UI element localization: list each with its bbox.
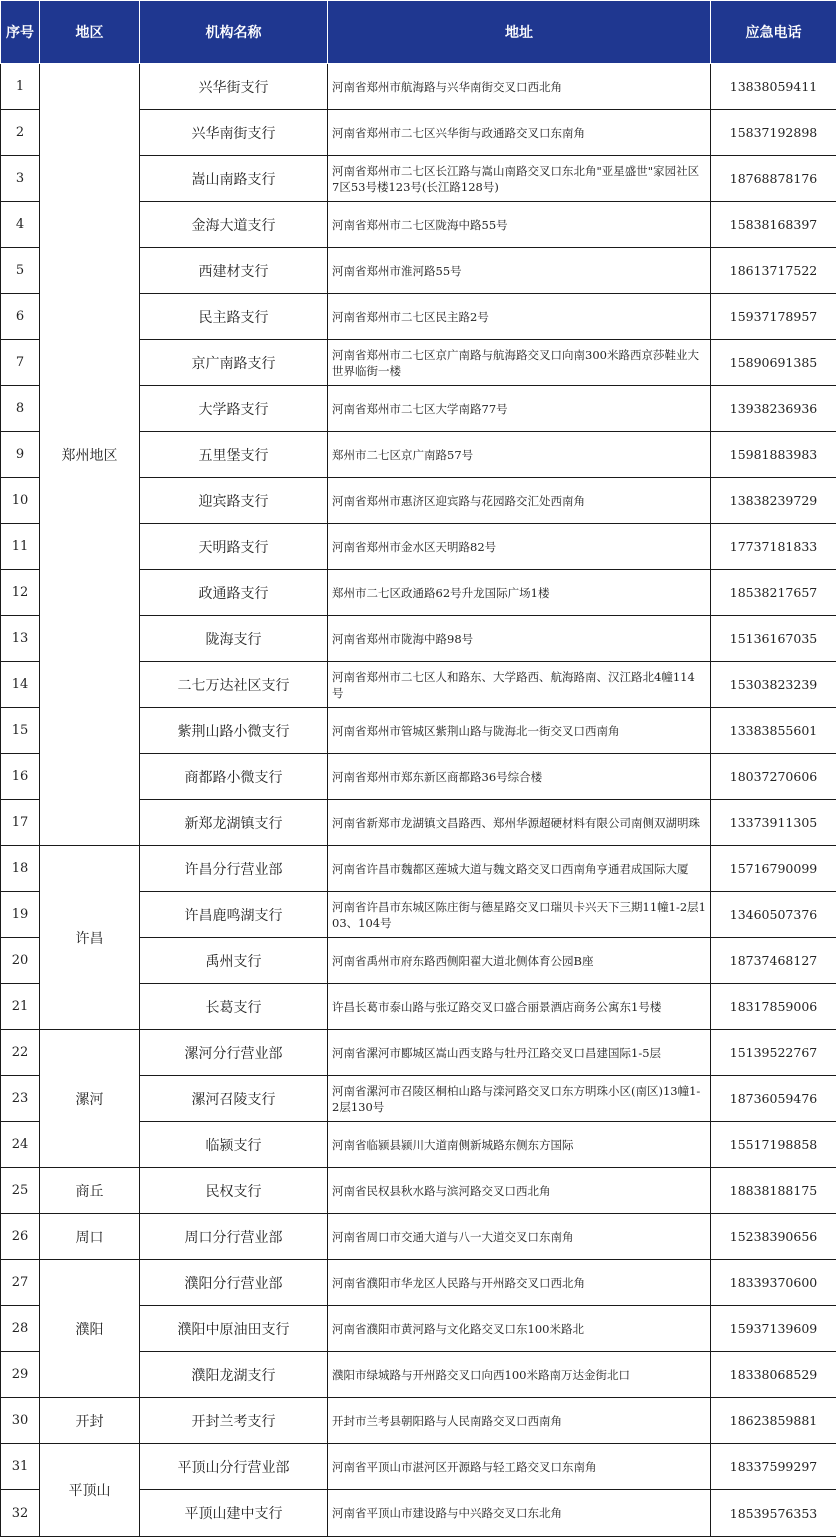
branch-address: 开封市兰考县朝阳路与人民南路交叉口西南角 [328, 1398, 711, 1444]
branch-name: 平顶山建中支行 [140, 1490, 328, 1537]
branch-address: 河南省平顶山市湛河区开源路与轻工路交叉口东南角 [328, 1444, 711, 1490]
branch-name: 紫荆山路小微支行 [140, 708, 328, 754]
branch-name: 西建材支行 [140, 248, 328, 294]
emergency-phone: 13838059411 [711, 64, 836, 110]
emergency-phone: 15890691385 [711, 340, 836, 386]
branch-address: 河南省许昌市东城区陈庄街与德星路交叉口瑞贝卡兴天下三期11幢1-2层103、104号 [328, 892, 711, 938]
table-body [1, 64, 836, 1537]
branch-name: 兴华南街支行 [140, 110, 328, 156]
branch-name: 民主路支行 [140, 294, 328, 340]
emergency-phone: 18538217657 [711, 570, 836, 616]
header-phone: 应急电话 [711, 1, 836, 64]
emergency-phone: 18317859006 [711, 984, 836, 1030]
row-seq: 27 [1, 1260, 40, 1306]
emergency-phone: 17737181833 [711, 524, 836, 570]
branch-address: 河南省郑州市管城区紫荆山路与陇海北一街交叉口西南角 [328, 708, 711, 754]
branch-address: 河南省郑州市二七区大学南路77号 [328, 386, 711, 432]
row-seq: 15 [1, 708, 40, 754]
emergency-phone: 13838239729 [711, 478, 836, 524]
branch-address: 河南省郑州市惠济区迎宾路与花园路交汇处西南角 [328, 478, 711, 524]
branch-address: 河南省郑州市淮河路55号 [328, 248, 711, 294]
branch-address: 河南省郑州市二七区陇海中路55号 [328, 202, 711, 248]
row-seq: 23 [1, 1076, 40, 1122]
branch-name: 兴华街支行 [140, 64, 328, 110]
region-cell: 郑州地区 [40, 64, 140, 846]
row-seq: 20 [1, 938, 40, 984]
row-seq: 17 [1, 800, 40, 846]
branch-address: 河南省临颍县颍川大道南侧新城路东侧东方国际 [328, 1122, 711, 1168]
branch-name: 漯河分行营业部 [140, 1030, 328, 1076]
row-seq: 8 [1, 386, 40, 432]
row-seq: 22 [1, 1030, 40, 1076]
table-row [1, 846, 836, 892]
header-row [1, 1, 836, 64]
region-cell: 周口 [40, 1214, 140, 1260]
emergency-phone: 13460507376 [711, 892, 836, 938]
branch-address: 郑州市二七区政通路62号升龙国际广场1楼 [328, 570, 711, 616]
row-seq: 4 [1, 202, 40, 248]
row-seq: 32 [1, 1490, 40, 1537]
branch-name: 禹州支行 [140, 938, 328, 984]
row-seq: 31 [1, 1444, 40, 1490]
row-seq: 25 [1, 1168, 40, 1214]
branch-address: 河南省郑州市航海路与兴华南街交叉口西北角 [328, 64, 711, 110]
row-seq: 30 [1, 1398, 40, 1444]
table-row [1, 1030, 836, 1076]
branch-name: 迎宾路支行 [140, 478, 328, 524]
region-cell: 许昌 [40, 846, 140, 1030]
table-row [1, 1260, 836, 1306]
emergency-phone: 18768878176 [711, 156, 836, 202]
emergency-phone: 18737468127 [711, 938, 836, 984]
branch-name: 五里堡支行 [140, 432, 328, 478]
row-seq: 21 [1, 984, 40, 1030]
table-row [1, 1214, 836, 1260]
emergency-phone: 18338068529 [711, 1352, 836, 1398]
emergency-phone: 18736059476 [711, 1076, 836, 1122]
emergency-phone: 15136167035 [711, 616, 836, 662]
branch-name: 京广南路支行 [140, 340, 328, 386]
branch-address: 河南省郑州市二七区兴华街与政通路交叉口东南角 [328, 110, 711, 156]
branch-name: 濮阳中原油田支行 [140, 1306, 328, 1352]
emergency-phone: 15303823239 [711, 662, 836, 708]
emergency-phone: 15937178957 [711, 294, 836, 340]
row-seq: 13 [1, 616, 40, 662]
branch-address: 郑州市二七区京广南路57号 [328, 432, 711, 478]
row-seq: 14 [1, 662, 40, 708]
branch-name: 濮阳分行营业部 [140, 1260, 328, 1306]
branch-address: 濮阳市绿城路与开州路交叉口向西100米路南万达金街北口 [328, 1352, 711, 1398]
row-seq: 9 [1, 432, 40, 478]
region-cell: 濮阳 [40, 1260, 140, 1398]
branch-address: 河南省濮阳市黄河路与文化路交叉口东100米路北 [328, 1306, 711, 1352]
emergency-phone: 18838188175 [711, 1168, 836, 1214]
branch-address: 河南省郑州市陇海中路98号 [328, 616, 711, 662]
region-cell: 平顶山 [40, 1444, 140, 1537]
branch-address: 河南省漯河市召陵区桐柏山路与滦河路交叉口东方明珠小区(南区)13幢1-2层130号 [328, 1076, 711, 1122]
branch-name: 濮阳龙湖支行 [140, 1352, 328, 1398]
region-cell: 商丘 [40, 1168, 140, 1214]
row-seq: 18 [1, 846, 40, 892]
branch-name: 二七万达社区支行 [140, 662, 328, 708]
emergency-phone: 13373911305 [711, 800, 836, 846]
branch-name: 嵩山南路支行 [140, 156, 328, 202]
branch-address: 河南省漯河市郾城区嵩山西支路与牡丹江路交叉口昌建国际1-5层 [328, 1030, 711, 1076]
region-cell: 开封 [40, 1398, 140, 1444]
row-seq: 10 [1, 478, 40, 524]
row-seq: 7 [1, 340, 40, 386]
branch-address: 河南省濮阳市华龙区人民路与开州路交叉口西北角 [328, 1260, 711, 1306]
branch-address: 河南省新郑市龙湖镇文昌路西、郑州华源超硬材料有限公司南侧双湖明珠 [328, 800, 711, 846]
row-seq: 28 [1, 1306, 40, 1352]
row-seq: 12 [1, 570, 40, 616]
row-seq: 16 [1, 754, 40, 800]
table-row [1, 64, 836, 110]
branch-address: 河南省郑州市二七区长江路与嵩山南路交叉口东北角"亚星盛世"家园社区7区53号楼123号(长江路128号) [328, 156, 711, 202]
branch-address: 河南省郑州市郑东新区商都路36号综合楼 [328, 754, 711, 800]
row-seq: 19 [1, 892, 40, 938]
emergency-phone: 15838168397 [711, 202, 836, 248]
row-seq: 26 [1, 1214, 40, 1260]
branch-address: 河南省郑州市金水区天明路82号 [328, 524, 711, 570]
branch-name: 开封兰考支行 [140, 1398, 328, 1444]
branch-name: 新郑龙湖镇支行 [140, 800, 328, 846]
table-header [1, 1, 836, 64]
emergency-phone: 15981883983 [711, 432, 836, 478]
table-row [1, 1168, 836, 1214]
emergency-phone: 18623859881 [711, 1398, 836, 1444]
header-seq: 序号 [1, 1, 40, 64]
branch-name: 金海大道支行 [140, 202, 328, 248]
row-seq: 2 [1, 110, 40, 156]
branch-address: 河南省郑州市二七区民主路2号 [328, 294, 711, 340]
branch-address: 河南省许昌市魏都区莲城大道与魏文路交叉口西南角亨通君成国际大厦 [328, 846, 711, 892]
header-address: 地址 [328, 1, 711, 64]
branch-name: 平顶山分行营业部 [140, 1444, 328, 1490]
row-seq: 3 [1, 156, 40, 202]
row-seq: 1 [1, 64, 40, 110]
branch-address: 河南省平顶山市建设路与中兴路交叉口东北角 [328, 1490, 711, 1537]
row-seq: 5 [1, 248, 40, 294]
table-row [1, 1444, 836, 1490]
emergency-phone: 13938236936 [711, 386, 836, 432]
branch-name: 临颍支行 [140, 1122, 328, 1168]
branch-address: 河南省周口市交通大道与八一大道交叉口东南角 [328, 1214, 711, 1260]
emergency-phone: 15238390656 [711, 1214, 836, 1260]
emergency-phone: 18037270606 [711, 754, 836, 800]
branch-name: 漯河召陵支行 [140, 1076, 328, 1122]
table-row [1, 1398, 836, 1444]
branch-name: 政通路支行 [140, 570, 328, 616]
header-region: 地区 [40, 1, 140, 64]
header-name: 机构名称 [140, 1, 328, 64]
emergency-phone: 15837192898 [711, 110, 836, 156]
emergency-phone: 18539576353 [711, 1490, 836, 1537]
emergency-phone: 18613717522 [711, 248, 836, 294]
emergency-phone: 13383855601 [711, 708, 836, 754]
emergency-phone: 15937139609 [711, 1306, 836, 1352]
branch-address: 河南省民权县秋水路与滨河路交叉口西北角 [328, 1168, 711, 1214]
emergency-phone: 18339370600 [711, 1260, 836, 1306]
row-seq: 29 [1, 1352, 40, 1398]
branch-name: 许昌分行营业部 [140, 846, 328, 892]
branch-name: 陇海支行 [140, 616, 328, 662]
branch-address: 河南省郑州市二七区京广南路与航海路交叉口向南300米路西京莎鞋业大世界临街一楼 [328, 340, 711, 386]
branch-name: 天明路支行 [140, 524, 328, 570]
branch-name: 大学路支行 [140, 386, 328, 432]
emergency-phone: 15517198858 [711, 1122, 836, 1168]
branch-name: 商都路小微支行 [140, 754, 328, 800]
branch-address: 河南省郑州市二七区人和路东、大学路西、航海路南、汉江路北4幢114号 [328, 662, 711, 708]
emergency-phone: 15139522767 [711, 1030, 836, 1076]
branch-name: 长葛支行 [140, 984, 328, 1030]
branch-address: 许昌长葛市泰山路与张辽路交叉口盛合丽景酒店商务公寓东1号楼 [328, 984, 711, 1030]
row-seq: 24 [1, 1122, 40, 1168]
branch-address: 河南省禹州市府东路西侧阳翟大道北侧体育公园B座 [328, 938, 711, 984]
branch-name: 周口分行营业部 [140, 1214, 328, 1260]
row-seq: 6 [1, 294, 40, 340]
row-seq: 11 [1, 524, 40, 570]
region-cell: 漯河 [40, 1030, 140, 1168]
emergency-phone: 18337599297 [711, 1444, 836, 1490]
emergency-phone: 15716790099 [711, 846, 836, 892]
branch-name: 许昌鹿鸣湖支行 [140, 892, 328, 938]
branch-name: 民权支行 [140, 1168, 328, 1214]
